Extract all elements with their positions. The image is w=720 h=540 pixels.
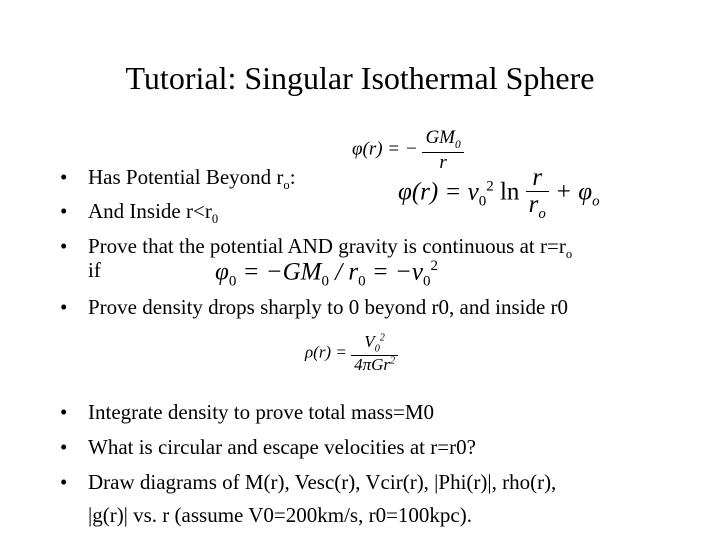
bullet-dot: • (60, 400, 68, 424)
bullet-dot: • (60, 435, 68, 459)
equation-density: ρ(r) = $\frac{V_0^2}{4\pi Gr^2}$ (305, 333, 398, 374)
bullet-dot: • (60, 234, 68, 258)
bullet-dot: • (60, 295, 68, 319)
equation-potential-inside: $\varphi(r) = v_0^2$ ln $\frac{r}{r_o}$ + $\varphi_o$ (398, 164, 600, 223)
bullet-text: Draw diagrams of M(r), Vesc(r), Vcir(r), |Phi(r)|, rho(r), (88, 470, 557, 494)
bullet-dot: • (60, 165, 68, 189)
bullet-dot: • (60, 199, 68, 223)
bullet-text: And Inside r<r (88, 199, 212, 223)
bullet-text: Has Potential Beyond r (88, 165, 284, 189)
bullet-text: Prove that the potential AND gravity is continuous at r=r (88, 234, 566, 258)
bullet-text: Integrate density to prove total mass=M0 (88, 400, 435, 424)
bullet-text: |g(r)| vs. r (assume V0=200km/s, r0=100kpc). (88, 503, 472, 527)
bullet-dot: • (60, 470, 68, 494)
equation-potential-outside: φ(r) = − $\frac{GM_0}{r}$ (352, 128, 464, 173)
bullet-text: if (88, 258, 101, 282)
bullet-text: What is circular and escape velocities at r=r0? (88, 435, 476, 459)
bullet-text: Prove density drops sharply to 0 beyond r0, and inside r0 (88, 295, 569, 319)
slide-title: Tutorial: Singular Isothermal Sphere (125, 60, 595, 96)
equation-phi-zero: $\varphi_0 = -GM_0 / r_0 = -v_0^2$ (215, 258, 438, 290)
